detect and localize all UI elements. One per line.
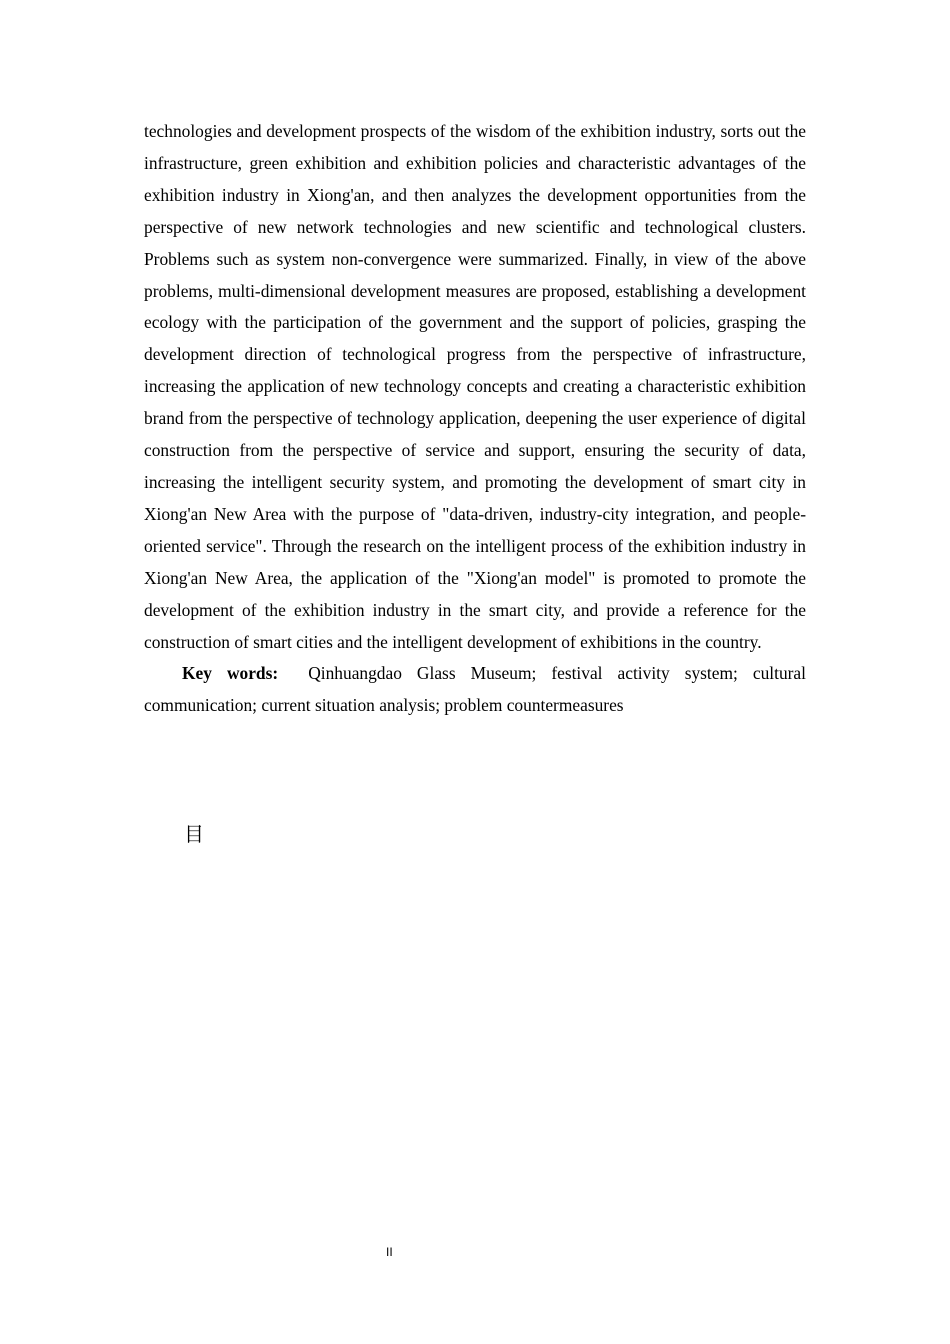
abstract-body bbox=[144, 116, 806, 722]
table-of-contents-heading: 目 bbox=[184, 822, 204, 846]
keywords-text: Qinhuangdao Glass Museum; festival activity system; cultural communication; current situation analysis; problem countermeasures bbox=[144, 663, 806, 716]
abstract-paragraph: technologies and development prospects of the wisdom of the exhibition industry, sorts out the infrastructure, green exhibition and exhibition policies and characteristic advantages of the exhibition industry in Xiong'an, and then analyzes the development opportunities from the perspective of new network technologies and new scientific and technological clusters. Problems such as system non-convergence were summarized. Finally, in view of the above problems, multi-dimensional development measures are proposed, establishing a development ecology with the participation of the government and the support of policies, grasping the development direction of technological progress from the perspective of infrastructure, increasing the application of new technology concepts and creating a characteristic exhibition brand from the perspective of technology application, deepening the user experience of digital construction from the perspective of service and support, ensuring the security of data, increasing the intelligent security system, and promoting the development of smart city in Xiong'an New Area with the purpose of "data-driven, industry-city integration, and people-oriented service". Through the research on the intelligent process of the exhibition industry in Xiong'an New Area, the application of the "Xiong'an model" is promoted to promote the development of the exhibition industry in the smart city, and provide a reference for the construction of smart cities and the intelligent development of exhibitions in the country. bbox=[144, 121, 806, 652]
keywords-label: Key words: bbox=[182, 663, 279, 684]
page-number: II bbox=[386, 1245, 393, 1259]
keywords-paragraph bbox=[144, 658, 806, 722]
